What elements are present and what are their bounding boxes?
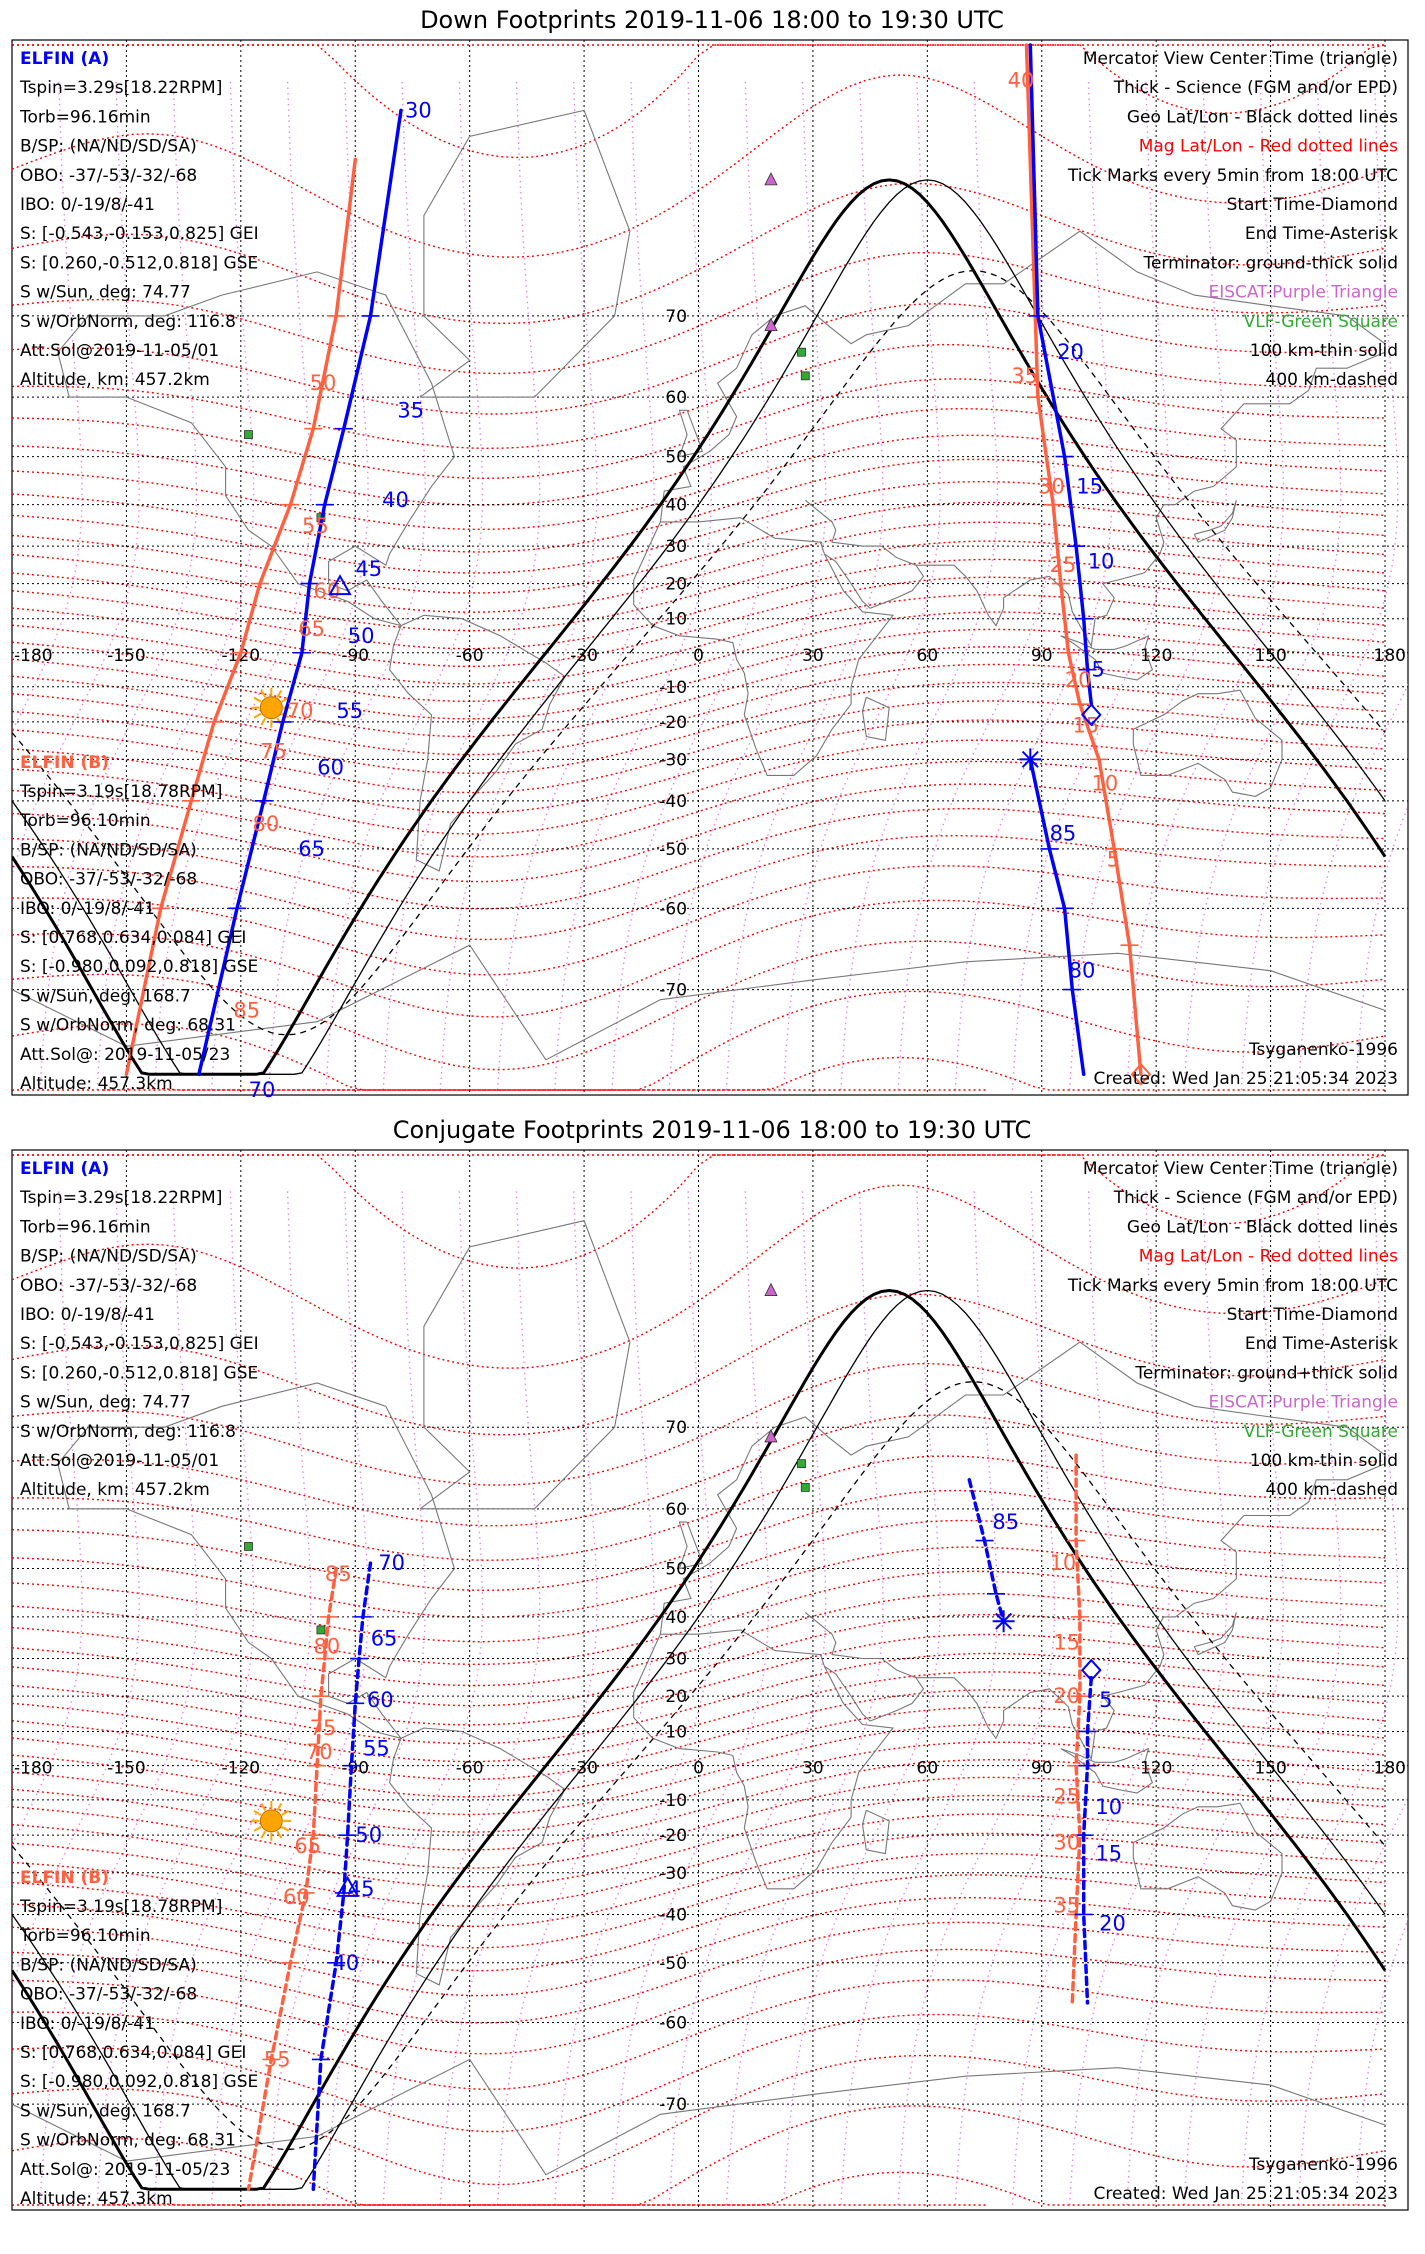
legend-entry: Thick - Science (FGM and/or EPD) xyxy=(1113,1188,1398,1208)
elfin-b-time-label: 25 xyxy=(1050,553,1077,577)
elfin-a-time-label: 70 xyxy=(378,1551,405,1575)
lat-tick-label: 20 xyxy=(665,1687,687,1707)
elfin-b-time-label: 80 xyxy=(313,1635,340,1659)
green-square-icon xyxy=(797,348,805,356)
legend-entry: Geo Lat/Lon - Black dotted lines xyxy=(1127,107,1398,127)
elfin-b-info-line: Torb=96.10min xyxy=(19,811,151,831)
lat-tick-label: -60 xyxy=(659,2013,687,2033)
elfin-b-info-line: S: [-0.980,0.092,0.818] GSE xyxy=(20,2072,258,2092)
legend-entry: Thick - Science (FGM and/or EPD) xyxy=(1113,78,1398,98)
elfin-a-info-line: Att.Sol@2019-11-05/01 xyxy=(20,1451,219,1471)
elfin-a-info-line: S: [-0.543,-0.153,0.825] GEI xyxy=(20,1334,259,1354)
elfin-a-time-label: 5 xyxy=(1099,1688,1112,1712)
elfin-a-time-label: 10 xyxy=(1088,549,1115,573)
legend-entry: Start Time-Diamond xyxy=(1227,1305,1398,1325)
lon-tick-label: -90 xyxy=(341,1759,369,1779)
elfin-a-time-label: 20 xyxy=(1057,340,1084,364)
lat-tick-label: -50 xyxy=(659,840,687,860)
elfin-a-info-line: S w/Sun, deg: 74.77 xyxy=(20,283,191,303)
elfin-a-time-label: 45 xyxy=(355,557,382,581)
green-square-icon xyxy=(801,1483,809,1491)
lat-tick-label: -20 xyxy=(659,713,687,733)
elfin-a-info-line: IBO: 0/-19/8/-41 xyxy=(20,1305,155,1325)
lon-tick-label: -120 xyxy=(222,1759,261,1779)
elfin-a-time-label: 50 xyxy=(355,1823,382,1847)
lat-tick-label: 40 xyxy=(665,496,687,516)
elfin-a-info-line: B/SP: (NA/ND/SD/SA) xyxy=(20,137,197,157)
elfin-b-info-line: B/SP: (NA/ND/SD/SA) xyxy=(20,840,197,860)
elfin-b-time-label: 5 xyxy=(1107,848,1120,872)
legend-entry: VLF-Green Square xyxy=(1244,312,1398,332)
legend-entry: 400 km-dashed xyxy=(1266,1480,1398,1500)
lon-tick-label: 120 xyxy=(1140,646,1172,666)
elfin-a-info-line: S: [0.260,-0.512,0.818] GSE xyxy=(20,1363,258,1383)
lat-tick-label: 40 xyxy=(665,1608,687,1628)
elfin-b-info-line: S w/Sun, deg: 168.7 xyxy=(20,2101,191,2121)
elfin-a-info-line: Altitude, km: 457.2km xyxy=(20,370,210,390)
legend-entry: Mercator View Center Time (triangle) xyxy=(1083,1159,1398,1179)
elfin-a-time-label: 15 xyxy=(1095,1842,1122,1866)
legend-entry: Geo Lat/Lon - Black dotted lines xyxy=(1127,1217,1398,1237)
elfin-a-time-label: 60 xyxy=(367,1688,394,1712)
lon-tick-label: 0 xyxy=(693,1759,704,1779)
lat-tick-label: 60 xyxy=(665,1500,687,1520)
lon-tick-label: -150 xyxy=(107,646,146,666)
elfin-b-time-label: 15 xyxy=(1053,1630,1080,1654)
lat-tick-label: -70 xyxy=(659,981,687,1001)
elfin-b-info-line: S: [-0.980,0.092,0.818] GSE xyxy=(20,957,258,977)
lon-tick-label: 30 xyxy=(802,1759,824,1779)
down-footprints-panel xyxy=(0,6,1425,1102)
elfin-b-info-line: S w/OrbNorm, deg: 68.31 xyxy=(20,2131,236,2151)
elfin-a-info-line: IBO: 0/-19/8/-41 xyxy=(20,195,155,215)
elfin-b-time-label: 75 xyxy=(260,740,287,764)
lat-tick-label: 30 xyxy=(665,1650,687,1670)
lat-tick-label: 50 xyxy=(665,1560,687,1580)
elfin-a-time-label: 20 xyxy=(1099,1911,1126,1935)
lat-tick-label: 20 xyxy=(665,575,687,595)
legend-entry: Terminator: ground-thick solid xyxy=(1142,253,1398,273)
elfin-a-time-label: 85 xyxy=(1050,822,1077,846)
legend-entry: EISCAT-Purple Triangle xyxy=(1208,283,1398,303)
lon-tick-label: 180 xyxy=(1374,1759,1406,1779)
elfin-a-time-label: 65 xyxy=(298,837,325,861)
elfin-b-info-line: B/SP: (NA/ND/SD/SA) xyxy=(20,1955,197,1975)
lat-tick-label: 10 xyxy=(665,610,687,630)
elfin-b-time-label: 55 xyxy=(302,514,329,538)
elfin-b-time-label: 30 xyxy=(1038,474,1065,498)
elfin-b-time-label: 75 xyxy=(310,1716,337,1740)
elfin-b-info-line: Torb=96.10min xyxy=(19,1926,151,1946)
elfin-a-time-label: 10 xyxy=(1095,1795,1122,1819)
elfin-b-info-line: OBO: -37/-53/-32/-68 xyxy=(20,870,197,890)
lon-tick-label: -30 xyxy=(570,1759,598,1779)
elfin-a-info-line: OBO: -37/-53/-32/-68 xyxy=(20,166,197,186)
lat-tick-label: -20 xyxy=(659,1826,687,1846)
lat-tick-label: 70 xyxy=(665,307,687,327)
elfin-b-time-label: 65 xyxy=(298,617,325,641)
elfin-a-info-line: Tspin=3.29s[18.22RPM] xyxy=(19,78,222,98)
elfin-b-info-line: Att.Sol@: 2019-11-05/23 xyxy=(20,2160,230,2180)
lat-tick-label: -70 xyxy=(659,2095,687,2115)
elfin-a-name: ELFIN (A) xyxy=(20,1159,109,1179)
lon-tick-label: 150 xyxy=(1254,1759,1286,1779)
panel-title: Down Footprints 2019-11-06 18:00 to 19:30 UTC xyxy=(420,6,1004,34)
elfin-b-info-line: S w/OrbNorm, deg: 68.31 xyxy=(20,1016,236,1036)
elfin-a-info-line: S w/OrbNorm, deg: 116.8 xyxy=(20,312,236,332)
asterisk-icon xyxy=(1019,748,1041,770)
lat-tick-label: -60 xyxy=(659,899,687,919)
lon-tick-label: 30 xyxy=(802,646,824,666)
legend-entry: Tick Marks every 5min from 18:00 UTC xyxy=(1067,166,1398,186)
elfin-a-time-label: 35 xyxy=(397,398,424,422)
elfin-b-info-line: Altitude: 457.3km xyxy=(20,2189,173,2209)
created-timestamp: Created: Wed Jan 25 21:05:34 2023 xyxy=(1093,2184,1398,2204)
model-name: Tsyganenko-1996 xyxy=(1248,2155,1398,2175)
lon-tick-label: 90 xyxy=(1031,1759,1053,1779)
elfin-a-info-line: S: [-0.543,-0.153,0.825] GEI xyxy=(20,224,259,244)
green-square-icon xyxy=(317,1626,325,1634)
lat-tick-label: 60 xyxy=(665,388,687,408)
elfin-a-info-line: OBO: -37/-53/-32/-68 xyxy=(20,1276,197,1296)
elfin-a-info-line: Att.Sol@2019-11-05/01 xyxy=(20,341,219,361)
elfin-b-info-line: S: [0.768,0.634,0.084] GEI xyxy=(20,2043,246,2063)
elfin-b-time-label: 85 xyxy=(325,1562,352,1586)
elfin-b-info-line: S w/Sun, deg: 168.7 xyxy=(20,986,191,1006)
green-square-icon xyxy=(801,372,809,380)
elfin-b-time-label: 35 xyxy=(1011,364,1038,388)
elfin-b-time-label: 30 xyxy=(1053,1830,1080,1854)
elfin-b-time-label: 10 xyxy=(1092,772,1119,796)
elfin-a-info-line: Torb=96.16min xyxy=(19,1217,151,1237)
panel-title: Conjugate Footprints 2019-11-06 18:00 to 19:30 UTC xyxy=(393,1116,1032,1144)
elfin-a-time-label: 40 xyxy=(382,488,409,512)
created-timestamp: Created: Wed Jan 25 21:05:34 2023 xyxy=(1093,1069,1398,1089)
elfin-b-time-label: 85 xyxy=(233,998,260,1022)
asterisk-icon xyxy=(993,1610,1015,1632)
elfin-a-info-line: B/SP: (NA/ND/SD/SA) xyxy=(20,1247,197,1267)
elfin-b-time-label: 70 xyxy=(306,1740,333,1764)
lon-tick-label: -60 xyxy=(456,1759,484,1779)
elfin-a-info-line: Torb=96.16min xyxy=(19,107,151,127)
lat-tick-label: -10 xyxy=(659,1791,687,1811)
legend-entry: Mag Lat/Lon - Red dotted lines xyxy=(1139,137,1398,157)
lon-tick-label: 150 xyxy=(1254,646,1286,666)
elfin-a-info-line: Tspin=3.29s[18.22RPM] xyxy=(19,1188,222,1208)
elfin-b-time-label: 35 xyxy=(1053,1894,1080,1918)
lat-tick-label: 30 xyxy=(665,537,687,557)
legend-entry: 400 km-dashed xyxy=(1266,370,1398,390)
elfin-b-name: ELFIN (B) xyxy=(20,1868,109,1888)
elfin-b-info-line: Tspin=3.19s[18.78RPM] xyxy=(19,1897,222,1917)
elfin-b-info-line: Altitude: 457.3km xyxy=(20,1074,173,1094)
lon-tick-label: -30 xyxy=(570,646,598,666)
lat-tick-label: 50 xyxy=(665,448,687,468)
legend-entry: EISCAT-Purple Triangle xyxy=(1208,1393,1398,1413)
elfin-a-time-label: 30 xyxy=(405,98,432,122)
elfin-b-time-label: 20 xyxy=(1065,668,1092,692)
lat-tick-label: -50 xyxy=(659,1954,687,1974)
elfin-b-time-label: 80 xyxy=(252,812,279,836)
elfin-a-info-line: S w/OrbNorm, deg: 116.8 xyxy=(20,1422,236,1442)
lat-tick-label: -40 xyxy=(659,1905,687,1925)
lon-tick-label: -180 xyxy=(14,1759,53,1779)
elfin-a-info-line: S: [0.260,-0.512,0.818] GSE xyxy=(20,253,258,273)
legend-entry: Mercator View Center Time (triangle) xyxy=(1083,49,1398,69)
lon-tick-label: 180 xyxy=(1374,646,1406,666)
elfin-a-time-label: 60 xyxy=(317,755,344,779)
elfin-b-time-label: 10 xyxy=(1050,1551,1077,1575)
lat-tick-label: -10 xyxy=(659,678,687,698)
elfin-b-info-line: Tspin=3.19s[18.78RPM] xyxy=(19,782,222,802)
elfin-b-time-label: 15 xyxy=(1072,714,1099,738)
legend-entry: Tick Marks every 5min from 18:00 UTC xyxy=(1067,1276,1398,1296)
elfin-a-time-label: 55 xyxy=(336,699,363,723)
conjugate-footprints-panel xyxy=(0,1116,1425,2210)
legend-entry: End Time-Asterisk xyxy=(1245,224,1398,244)
lat-tick-label: 10 xyxy=(665,1722,687,1742)
elfin-a-time-label: 80 xyxy=(1069,959,1096,983)
lat-tick-label: -30 xyxy=(659,1864,687,1884)
elfin-b-time-label: 50 xyxy=(310,371,337,395)
lon-tick-label: -90 xyxy=(341,646,369,666)
legend-entry: Start Time-Diamond xyxy=(1227,195,1398,215)
elfin-a-time-label: 85 xyxy=(992,1510,1019,1534)
lon-tick-label: 120 xyxy=(1140,1759,1172,1779)
lon-tick-label: -150 xyxy=(107,1759,146,1779)
lon-tick-label: 60 xyxy=(917,1759,939,1779)
elfin-b-name: ELFIN (B) xyxy=(20,753,109,773)
legend-entry: Mag Lat/Lon - Red dotted lines xyxy=(1139,1247,1398,1267)
elfin-a-time-label: 50 xyxy=(348,624,375,648)
green-square-icon xyxy=(244,431,252,439)
elfin-b-time-label: 40 xyxy=(1008,68,1035,92)
elfin-a-time-label: 5 xyxy=(1092,658,1105,682)
model-name: Tsyganenko-1996 xyxy=(1248,1040,1398,1060)
elfin-b-time-label: 55 xyxy=(264,2047,291,2071)
lat-tick-label: 70 xyxy=(665,1418,687,1438)
legend-entry: VLF-Green Square xyxy=(1244,1422,1398,1442)
elfin-a-time-label: 45 xyxy=(348,1877,375,1901)
elfin-a-info-line: S w/Sun, deg: 74.77 xyxy=(20,1393,191,1413)
elfin-a-time-label: 70 xyxy=(249,1078,276,1102)
lat-tick-label: -40 xyxy=(659,792,687,812)
lon-tick-label: 90 xyxy=(1031,646,1053,666)
lon-tick-label: -120 xyxy=(222,646,261,666)
elfin-b-time-label: 20 xyxy=(1053,1684,1080,1708)
elfin-a-info-line: Altitude, km: 457.2km xyxy=(20,1480,210,1500)
elfin-b-time-label: 65 xyxy=(294,1834,321,1858)
legend-entry: Terminator: ground+thick solid xyxy=(1134,1363,1398,1383)
green-square-icon xyxy=(797,1460,805,1468)
elfin-b-time-label: 70 xyxy=(287,699,314,723)
elfin-a-time-label: 40 xyxy=(333,1951,360,1975)
lon-tick-label: 0 xyxy=(693,646,704,666)
elfin-b-info-line: OBO: -37/-53/-32/-68 xyxy=(20,1985,197,2005)
lon-tick-label: 60 xyxy=(917,646,939,666)
lat-tick-label: -30 xyxy=(659,750,687,770)
elfin-b-info-line: Att.Sol@: 2019-11-05/23 xyxy=(20,1045,230,1065)
legend-entry: 100 km-thin solid xyxy=(1250,341,1398,361)
legend-entry: 100 km-thin solid xyxy=(1250,1451,1398,1471)
elfin-b-time-label: 60 xyxy=(283,1885,310,1909)
legend-entry: End Time-Asterisk xyxy=(1245,1334,1398,1354)
elfin-a-time-label: 65 xyxy=(371,1626,398,1650)
lon-tick-label: -180 xyxy=(14,646,53,666)
elfin-b-info-line: IBO: 0/-19/8/-41 xyxy=(20,2014,155,2034)
lon-tick-label: -60 xyxy=(456,646,484,666)
elfin-a-time-label: 55 xyxy=(363,1737,390,1761)
elfin-a-time-label: 15 xyxy=(1076,474,1103,498)
green-square-icon xyxy=(244,1542,252,1550)
elfin-b-time-label: 60 xyxy=(313,579,340,603)
elfin-b-info-line: IBO: 0/-19/8/-41 xyxy=(20,899,155,919)
elfin-b-info-line: S: [0.768,0.634,0.084] GEI xyxy=(20,928,246,948)
elfin-a-name: ELFIN (A) xyxy=(20,49,109,69)
elfin-b-time-label: 25 xyxy=(1053,1784,1080,1808)
